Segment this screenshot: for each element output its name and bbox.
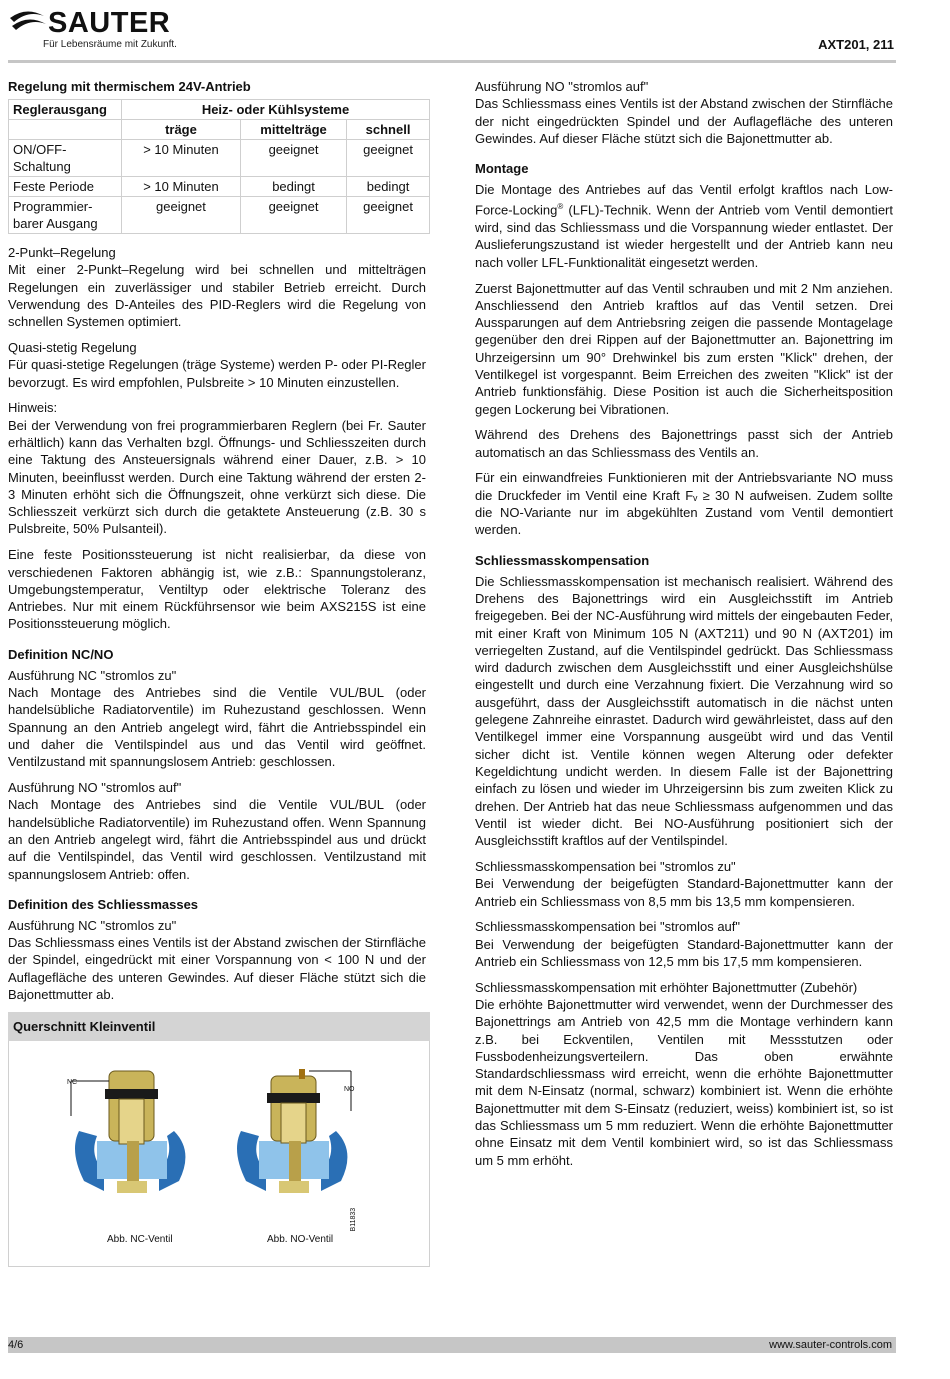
control-title: Regelung mit thermischem 24V-Antrieb xyxy=(8,79,251,94)
left-column xyxy=(8,78,426,1267)
caption-nc: Abb. NC-Ventil xyxy=(107,1234,173,1246)
control-table xyxy=(8,99,430,234)
paragraph-hinweis: Hinweis: Bei der Verwendung von frei programmierbaren Reglern (bei Fr. Sauter erhältlich) kann das Verhalten bzgl. Öffnungs- und Schliesszeiten durch eine Taktung des Ansteuersignals während einer Dauer, z.B. > 10 Minuten, beeinflusst werden. Durch eine Taktung während der ersten 2-3 Minuten erhöht sich die Öffnungszeit, ohne verkürzt sich diese. Die Schliesszeit verkürzt sich durch die getaktete Ansteuerung (z.B. 30 s Pulsbreite, 50% Pulsanteil). xyxy=(8,400,426,537)
label-nc: NC xyxy=(67,1079,78,1087)
figure-code: B11833 xyxy=(350,1207,358,1232)
table-row: Programmier-barer Ausgang geeignet geeignet geeignet xyxy=(9,197,430,234)
table-subheader: schnell xyxy=(347,120,430,140)
brand-name: SAUTER xyxy=(48,7,171,39)
paragraph-schliessmass-nc: Ausführung NC "stromlos zu" Das Schliessmass eines Ventils ist der Abstand zwischen der Stirnfläche der Spindel, eingedrückt mit einer Vorspannung von < 100 N und der Auflagefläche des unteren Gewindes. Auf dieser Fläche stützt sich die Bajonettmutter ab. xyxy=(8,917,426,1002)
label-no: NO xyxy=(344,1086,355,1094)
no-valve-drawing xyxy=(237,1069,351,1193)
brand-tagline: Für Lebensräume mit Zukunft. xyxy=(43,39,177,50)
footer-url[interactable]: www.sauter-controls.com xyxy=(769,1339,892,1351)
paragraph-schliessmass-no: Ausführung NO "stromlos auf" Das Schliessmass eines Ventils ist der Abstand zwischen der Stirnfläche der nicht eingedrückten Spindel und der Auflagefläche des unteren Gewindes. Auf dieser Fläche stützt sich die Bajonettmutter ab. xyxy=(475,79,893,146)
table-subheader: träge xyxy=(122,120,241,140)
paragraph-montage-2: Zuerst Bajonettmutter auf das Ventil schrauben und mit 2 Nm anziehen. Anschliessend den Antrieb kraftlos auf das Ventil setzen. Drei Aussparungen auf dem Antriebsring zeigen die passende Montagelage gegenüber den drei Rippen auf der Bajonettmutter an. Bajonettring im Uhrzeigersinn um 90° Drehwinkel bis zum ersten "Klick" drehen, der Ventilkegel ist vorgespannt. Beim Erreichen des zweiten "Klick" ist der Antrieb funktionsfähig. Diese Position ist auch die Sicherheitsposition gegen Lockerung bei Vibrationen. xyxy=(475,280,893,417)
paragraph-2punkt: 2-Punkt–Regelung Mit einer 2-Punkt–Regelung wird bei schnellen und mittelträgen Regelungen ein zuverlässiger und stabiler Betrieb erreicht. Durch Verwendung des D-Anteiles des PID-Reglers wird die Regelung von schnellen Systemen optimiert. xyxy=(8,245,426,330)
header-rule xyxy=(8,60,896,63)
paragraph-montage-3: Während des Drehens des Bajonettrings passt sich der Antrieb automatisch an das Schliessmass des Ventils an. xyxy=(475,427,893,460)
nc-valve-drawing xyxy=(71,1071,185,1193)
paragraph-quasistetig: Quasi-stetig Regelung Für quasi-stetige Regelungen (träge Systeme) werden P- oder PI-Regler bevorzugt. Es wird empfohlen, Pulsbreite > 10 Minuten einzustellen. xyxy=(8,339,426,390)
right-column xyxy=(475,78,893,1177)
definition-nc-no-title: Definition NC/NO xyxy=(8,646,114,662)
page-header xyxy=(0,0,950,70)
caption-no: Abb. NO-Ventil xyxy=(267,1234,334,1246)
valve-cross-section-figure xyxy=(8,1041,430,1267)
paragraph-kompensation-auf: Schliessmasskompensation bei "stromlos auf" Bei Verwendung der beigefügten Standard-Bajonettmutter kann der Antrieb ein Schliessmass von 12,5 mm bis 17,5 mm kompensieren. xyxy=(475,919,893,969)
page-footer xyxy=(8,1337,896,1353)
montage-title: Montage xyxy=(475,161,529,177)
document-code: AXT201, 211 xyxy=(818,37,894,52)
paragraph-kompensation-zu: Schliessmasskompensation bei "stromlos zu" Bei Verwendung der beigefügten Standard-Bajonettmutter kann der Antrieb ein Schliessmass von 8,5 mm bis 13,5 mm kompensieren. xyxy=(475,858,893,909)
table-subheader: mittelträge xyxy=(240,120,346,140)
paragraph-no: Ausführung NO "stromlos auf" Nach Montage des Antriebes sind die Ventile VUL/BUL (oder handelsübliche Radiatorventile) im Ruhezustand offen. Wenn Spannung an den Antrieb angelegt wird, fährt die Antriebsspindel aus und drückt auf die Ventilspindel, das Ventil wird geschlossen. Ventilzustand mit spannungslosem Antrieb: offen. xyxy=(8,780,426,882)
sauter-logo xyxy=(8,8,188,54)
page-number: 4/6 xyxy=(8,1339,24,1351)
schliessmass-title: Definition des Schliessmasses xyxy=(8,896,199,912)
table-row: Feste Periode > 10 Minuten bedingt bedingt xyxy=(9,177,430,197)
table-header-systems: Heiz- oder Kühlsysteme xyxy=(122,100,430,120)
paragraph-montage-4: Für ein einwandfreies Funktionieren mit der Antriebsvariante NO muss die Druckfeder im Ventil eine Kraft Fᵥ ≥ 30 N aufweisen. Zudem sollte die NO-Variante nur im abgekühlten Zustand vom Ventil demontiert werden. xyxy=(475,470,893,538)
kompensation-title: Schliessmasskompensation xyxy=(475,552,650,568)
paragraph-kompensation-1: Die Schliessmasskompensation ist mechanisch realisiert. Während des Drehens des Bajonettrings wird ein Ausgleichsstift im Antrieb freigegeben. Bei der NC-Ausführung wird mittels der eingebauten Feder, mit einer Kraft von Minimum 105 N (AXT211) und 90 N (AXT201) im verriegelten Zustand, auf die Ventilspindel gedrückt. Das Schliessmass wird dadurch zwischen dem Ausgleichsstift und einer Ausgleichshülse eingestellt und durch eine Verzahnung fixiert. Die Verzahnung wird so ausgeführt, dass der Ausgleichsstift automatisch in die nächst unten gelegene Zahnreihe einrastet. Dadurch wird gewährleistet, dass auf den Ventilkegel immer eine Vorspannung ausgeübt wird und das Ventil sicher dicht ist. Ventile können wegen Alterung oder defekter Kegeldichtung undicht werden. In diesem Falle ist der Bajonettring einfach zu lösen und wieder im Uhrzeigersinn bis zum zweiten Klick zu drehen. Der Antrieb hat das neue Schliessmass aufgenommen und das Ventil ist wieder dicht. Bei NO-Ausführung positioniert sich der Ausgleichsstift kraftlos auf der Ventilspindel. xyxy=(475,573,893,849)
table-row: ON/OFF-Schaltung > 10 Minuten geeignet geeignet xyxy=(9,140,430,177)
table-header-output: Reglerausgang xyxy=(9,100,122,120)
figure-title-bar: Querschnitt Kleinventil xyxy=(8,1012,430,1041)
paragraph-position: Eine feste Positionssteuerung ist nicht realisierbar, da diese von verschiedenen Faktoren abhängig ist, wie z.B.: Spannungstoleranz, Umgebungstemperatur, Ventiltyp oder elektrische Toleranz des Antriebes. Nur mit einem Rückführsensor wie beim AXS215S ist eine Positionssteuerung möglich. xyxy=(8,547,426,632)
sauter-swoosh-icon xyxy=(8,8,48,38)
paragraph-kompensation-erhoeht: Schliessmasskompensation mit erhöhter Bajonettmutter (Zubehör) Die erhöhte Bajonettmutter wird verwendet, wenn der Durchmesser des Bajonettrings am Antrieb von 42,5 mm die Montage verhindern kann z.B. bei Eckventilen, Ventilen mit Messstutzen oder Fussbodenheizungsverteilern. Das oben erwähnte Standardschliessmass wird erreicht, wenn die erhöhte Bajonettmutter mit dem N-Einsatz (normal, schwarz) kombiniert ist. Wenn die erhöhte Bajonettmutter mit dem S-Einsatz (reduziert, weiss) kombiniert ist, so ist das Schliessmass um 5 mm reduziert. Wenn die erhöhte Bajonettmutter ohne Einsatz mit dem Ventil kombiniert wird, so ist das Schliessmass um 5 mm erhöht. xyxy=(475,979,893,1168)
paragraph-montage-1: Die Montage des Antriebes auf das Ventil erfolgt kraftlos nach Low-Force-Locking® (LFL)-Technik. Wenn der Antrieb vom Ventil demontiert wird, sind das Schliessmass und die Vorspannung wieder entlastet. Der Auslieferungszustand ist wieder hergestellt und der Antrieb kann neu nach voller LFL-Funktionalität eingesetzt werden. xyxy=(475,182,893,270)
paragraph-nc: Ausführung NC "stromlos zu" Nach Montage des Antriebes sind die Ventile VUL/BUL (oder handelsübliche Radiatorventile) im Ruhezustand geschlossen. Wenn Spannung an den Antrieb angelegt wird, fährt die Antriebsspindel ein und daher die Ventilspindel aus und das Ventil wird geöffnet. Ventilzustand mit spannungslosem Antrieb: geschlossen. xyxy=(8,667,426,770)
